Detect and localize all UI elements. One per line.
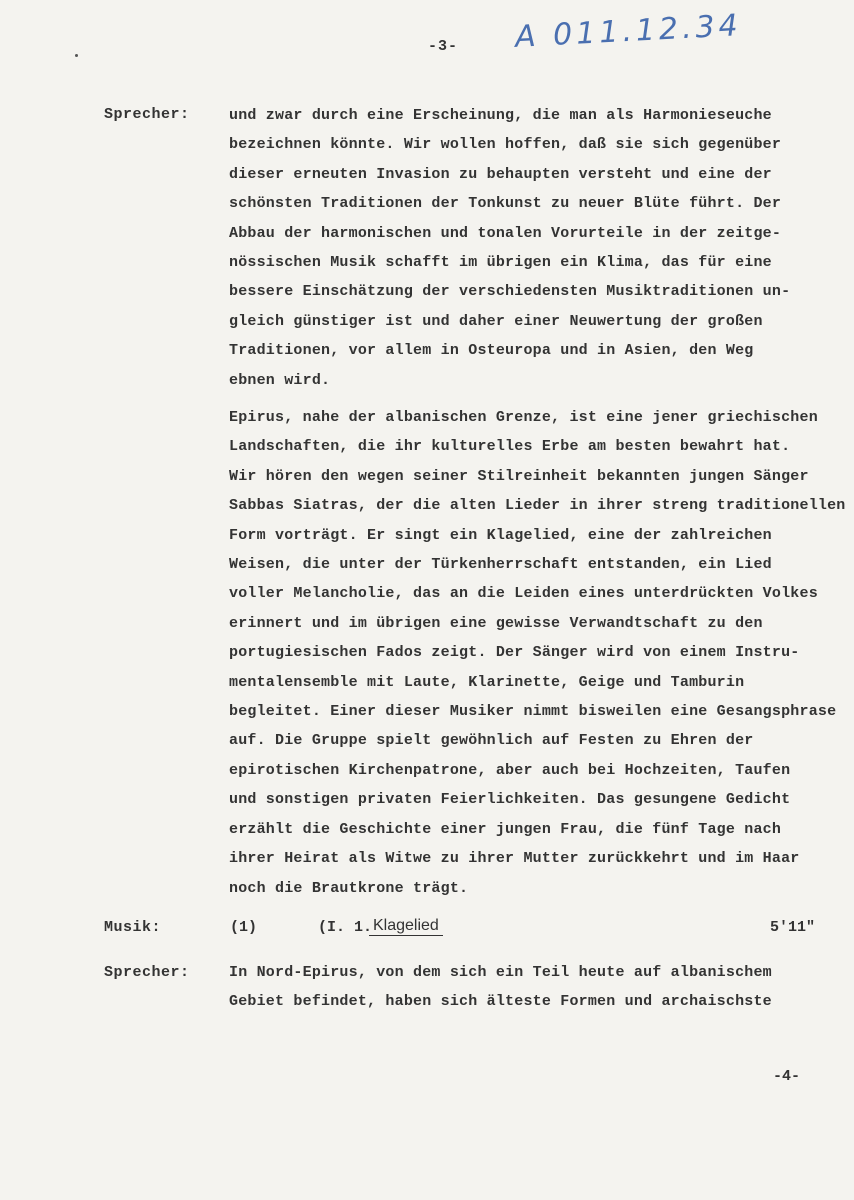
text-line: erzählt die Geschichte einer jungen Frau, die fünf Tage nach	[229, 820, 782, 838]
text-line: schönsten Traditionen der Tonkunst zu neuer Blüte führt. Der	[229, 195, 782, 213]
text-line: Wir hören den wegen seiner Stilreinheit bekannten jungen Sänger	[229, 467, 809, 485]
text-line: erinnert und im übrigen eine gewisse Verwandtschaft zu den	[229, 614, 763, 632]
text-line: gleich günstiger ist und daher einer Neuwertung der großen	[229, 312, 763, 330]
music-duration: 5'11"	[770, 919, 816, 936]
text-line: ebnen wird.	[229, 371, 331, 389]
paragraph-1	[229, 101, 829, 395]
text-line: nössischen Musik schafft im übrigen ein Klima, das für eine	[229, 254, 772, 272]
text-line: Epirus, nahe der albanischen Grenze, ist eine jener griechischen	[229, 409, 818, 426]
speaker-label: Sprecher:	[104, 964, 190, 981]
text-line: epirotischen Kirchenpatrone, aber auch bei Hochzeiten, Taufen	[229, 761, 791, 779]
music-title: Klagelied	[369, 917, 443, 936]
page-number: -3-	[428, 38, 459, 55]
text-line: mentalensemble mit Laute, Klarinette, Geige und Tamburin	[229, 673, 745, 691]
text-line: voller Melancholie, das an die Leiden eines unterdrückten Volkes	[229, 585, 818, 603]
text-line: Gebiet befindet, haben sich älteste Formen und archaischste	[229, 993, 772, 1011]
text-line: Abbau der harmonischen und tonalen Vorurteile in der zeitge-	[229, 224, 782, 242]
text-line: portugiesischen Fados zeigt. Der Sänger wird von einem Instru-	[229, 644, 800, 662]
text-line: In Nord-Epirus, von dem sich ein Teil heute auf albanischem	[229, 964, 772, 981]
text-line: bezeichnen könnte. Wir wollen hoffen, daß sie sich gegenüber	[229, 136, 782, 154]
music-label: Musik:	[104, 919, 162, 936]
next-page-marker: -4-	[773, 1068, 801, 1085]
text-line: dieser erneuten Invasion zu behaupten versteht und eine der	[229, 165, 772, 183]
speaker-label: Sprecher:	[104, 106, 190, 123]
text-line: Weisen, die unter der Türkenherrschaft entstanden, ein Lied	[229, 556, 772, 574]
archive-code-handwritten: A 011.12.34	[514, 8, 743, 55]
text-line: auf. Die Gruppe spielt gewöhnlich auf Festen zu Ehren der	[229, 732, 754, 750]
text-line: und sonstigen privaten Feierlichkeiten. Das gesungene Gedicht	[229, 791, 791, 809]
text-line: Sabbas Siatras, der die alten Lieder in ihrer streng traditionellen	[229, 497, 846, 515]
text-line: ihrer Heirat als Witwe zu ihrer Mutter zurückkehrt und im Haar	[229, 850, 800, 868]
margin-mark	[75, 54, 78, 57]
text-line: noch die Brautkrone trägt.	[229, 879, 469, 897]
text-line: begleitet. Einer dieser Musiker nimmt bisweilen eine Gesangsphrase	[229, 703, 837, 721]
text-line: und zwar durch eine Erscheinung, die man als Harmonieseuche	[229, 107, 772, 124]
text-line: Traditionen, vor allem in Osteuropa und in Asien, den Weg	[229, 342, 754, 360]
text-line: Landschaften, die ihr kulturelles Erbe am besten bewahrt hat.	[229, 438, 791, 456]
text-line: bessere Einschätzung der verschiedensten Musiktraditionen un-	[229, 283, 791, 301]
paragraph-2	[229, 403, 846, 903]
music-reference: (I. 1.	[318, 919, 373, 936]
paragraph-3	[229, 958, 829, 1017]
text-line: Form vorträgt. Er singt ein Klagelied, eine der zahlreichen	[229, 526, 772, 544]
music-number: (1)	[230, 919, 258, 936]
